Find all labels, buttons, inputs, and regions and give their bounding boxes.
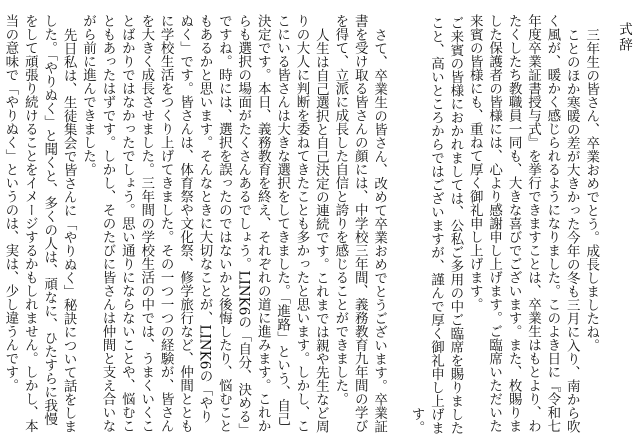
document-title: 式辞 xyxy=(616,22,632,53)
paragraph-guests: ご来賓の皆様におかれましては、公私ご多用の中ご臨席を賜りましたこと、高いところからではございますが、謹んで厚く御礼申し上げます。 xyxy=(408,15,464,434)
speech-body xyxy=(0,14,600,434)
speech-text-column xyxy=(0,14,600,434)
paragraph-yarinuku: 先日私は、生徒集会で皆さんに「やりぬく」秘訣について話をしました。「やりぬく」と聞くと、多くの人は、頑なに、ひたすらに我慢をして頑張り続けることをイメージするかもしれません。しかし、本当の意味で「やりぬく」というのは、実は、少し違うんです。 xyxy=(2,14,77,433)
paragraph-self-decision: 人生は自己選択と自己決定の連続です。これまでは親や先生など周りの大人に判断を委ねてきたことも多かったと思います。しかし、ここにいる皆さんは大きな選択をしてきました。「進路」という、自己決定です。本日、義務教育を終え、それぞれの道に進みます。これからも選択の場面がたくさんあるでしょう。LINK6の「自分、決める」ですね。時には、選択を誤ったのではないかと後悔したり、悩むこともあるかと思います。そんなときに大切なことが、LINK6の「やりぬく」です。皆さんは、体育祭や文化祭、修学旅行など、仲間とともに学校生活をつくり上げてきました。その一つ一つの経験が、皆さんを大きく成長させました。三年間の学校生活の中では、うまくいくことばかりではなかったでしょう。思い通りにならないことや、悩むこともあったはずです。しかし、そのたびに皆さんは仲間と支え合いながら前に進んできました。 xyxy=(80,14,329,433)
paragraph-greeting: 三年生の皆さん、卒業おめでとう。成長しましたね。 xyxy=(583,27,600,352)
paragraph-season: ことのほか寒暖の差が大きかった今年の冬も三月に入り、南から吹く風が、暖かく感じられるようになりました。このよき日に『令和七年度卒業証書授与式』を挙行できますことは、卒業生はもとより、わたくしたち教職員一同も、大きな喜びでございます。また、枚賜りました保護者の皆様には、心より感謝申し上げます。ご臨席いただいた来賓の皆様にも、重ねて厚く御礼申し上げます。 xyxy=(466,14,580,433)
paragraph-congratulations: さて、卒業生の皆さん、改めて卒業おめでとうございます。卒業証書を受け取る皆さんの顔には、中学校三年間、義務教育九年間の学びを得て、立派に成長した自信と誇りを感じることができました。 xyxy=(332,14,388,433)
